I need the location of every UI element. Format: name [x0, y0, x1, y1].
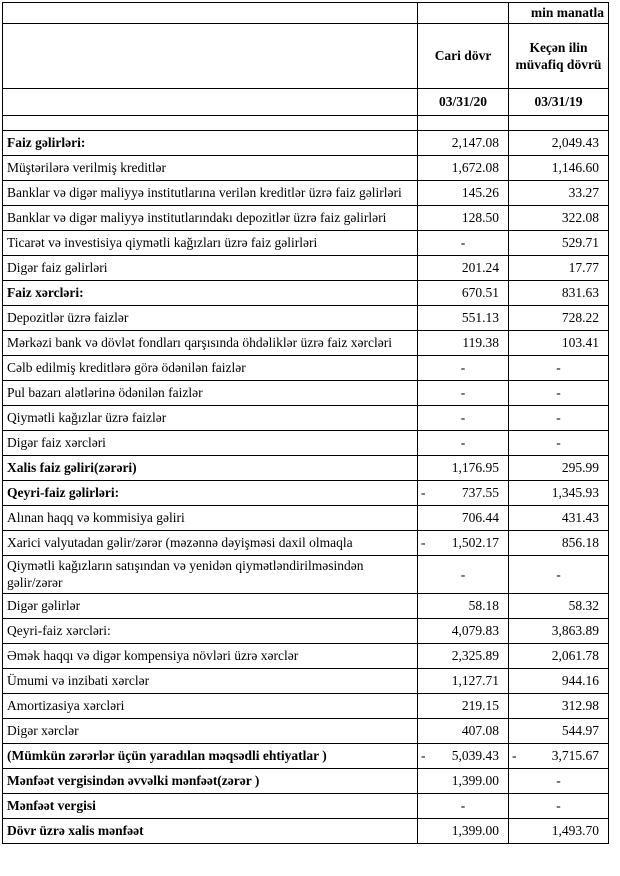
table-row [3, 331, 609, 356]
row-label: Banklar və digər maliyyə institutlarındakı depozitlər üzrə faiz gəlirləri [3, 206, 418, 231]
value-cell-previous: 1,146.60 [509, 156, 609, 181]
table-row [3, 531, 609, 556]
value-cell-previous: 312.98 [509, 693, 609, 718]
value-cell-current: - [418, 381, 509, 406]
value-cell-previous: - [509, 556, 609, 594]
table-row [3, 356, 609, 381]
table-row [3, 156, 609, 181]
table-row [3, 793, 609, 818]
value-cell-previous: 2,061.78 [509, 643, 609, 668]
table-row [3, 718, 609, 743]
table-row [3, 618, 609, 643]
value-cell-previous: 1,493.70 [509, 818, 609, 843]
value-cell-current: 1,399.00 [418, 768, 509, 793]
value-cell-current: 706.44 [418, 506, 509, 531]
row-label: Mərkəzi bank və dövlət fondları qarşısında öhdəliklər üzrə faiz xərcləri [3, 331, 418, 356]
row-label: Ticarət və investisiya qiymətli kağızları üzrə faiz gəlirləri [3, 231, 418, 256]
table-row [3, 743, 609, 768]
row-label: Digər faiz gəlirləri [3, 256, 418, 281]
value-cell-current: - 1,502.17 [418, 531, 509, 556]
value-cell-current: 119.38 [418, 331, 509, 356]
table-row [3, 181, 609, 206]
negative-sign: - [421, 747, 426, 763]
value-cell-previous: - 3,715.67 [509, 743, 609, 768]
value-cell-previous: - [509, 381, 609, 406]
column-date-previous: 03/31/19 [509, 89, 609, 116]
row-label: Əmək haqqı və digər kompensiya növləri üzrə xərclər [3, 643, 418, 668]
value-cell-previous: - [509, 793, 609, 818]
value-cell-current: - [418, 356, 509, 381]
table-row [3, 456, 609, 481]
row-label: Qeyri-faiz xərcləri: [3, 618, 418, 643]
row-label: Mənfəət vergisi [3, 793, 418, 818]
value-cell-current: 58.18 [418, 593, 509, 618]
value-cell-current: 4,079.83 [418, 618, 509, 643]
value-cell-previous: 529.71 [509, 231, 609, 256]
empty-cell [3, 3, 418, 24]
row-label: Cəlb edilmiş kreditlərə görə ödənilən faizlər [3, 356, 418, 381]
value-cell-previous: - [509, 356, 609, 381]
value-cell-current: 2,325.89 [418, 643, 509, 668]
row-label: Faiz gəlirləri: [3, 131, 418, 156]
period-header-row [3, 24, 609, 89]
row-label: Amortizasiya xərcləri [3, 693, 418, 718]
row-label: Müştərilərə verilmiş kreditlər [3, 156, 418, 181]
value-cell-previous: 728.22 [509, 306, 609, 331]
value-cell-previous: 431.43 [509, 506, 609, 531]
table-row [3, 593, 609, 618]
value-cell-previous: 856.18 [509, 531, 609, 556]
table-row [3, 306, 609, 331]
row-label: Depozitlər üzrə faizlər [3, 306, 418, 331]
row-label: Faiz xərcləri: [3, 281, 418, 306]
value-cell-previous: 322.08 [509, 206, 609, 231]
value-cell-current: - [418, 406, 509, 431]
table-row [3, 768, 609, 793]
value-cell-current: - 737.55 [418, 481, 509, 506]
value-cell-current: 1,127.71 [418, 668, 509, 693]
table-row [3, 481, 609, 506]
row-label: Digər faiz xərcləri [3, 431, 418, 456]
value-cell-current: 1,176.95 [418, 456, 509, 481]
empty-cell [3, 24, 418, 89]
table-row [3, 206, 609, 231]
value-cell-current: - 5,039.43 [418, 743, 509, 768]
row-label: Xalis faiz gəliri(zərəri) [3, 456, 418, 481]
value-cell-previous: 831.63 [509, 281, 609, 306]
table-row [3, 131, 609, 156]
table-body [3, 131, 609, 844]
value-cell-previous: - [509, 406, 609, 431]
row-label: Alınan haqq və kommisiya gəliri [3, 506, 418, 531]
row-label: Digər xərclər [3, 718, 418, 743]
value-cell-current: 128.50 [418, 206, 509, 231]
value-cell-previous: 544.97 [509, 718, 609, 743]
row-label: Qeyri-faiz gəlirləri: [3, 481, 418, 506]
negative-sign: - [421, 535, 426, 551]
empty-cell [3, 89, 418, 116]
column-header-previous-period: Keçən ilin müvafiq dövrü [509, 24, 609, 89]
row-label: Digər gəlirlər [3, 593, 418, 618]
value-cell-previous: 944.16 [509, 668, 609, 693]
spacer-row [3, 116, 609, 131]
value-cell-previous: 3,863.89 [509, 618, 609, 643]
table-row [3, 381, 609, 406]
empty-cell [3, 116, 418, 131]
empty-cell [509, 116, 609, 131]
table-row [3, 556, 609, 594]
empty-cell [418, 116, 509, 131]
row-label: Banklar və digər maliyyə institutlarına verilən kreditlər üzrə faiz gəlirləri [3, 181, 418, 206]
value-cell-previous: - [509, 431, 609, 456]
row-label: Xarici valyutadan gəlir/zərər (məzənnə dəyişməsi daxil olmaqla [3, 531, 418, 556]
table-row [3, 668, 609, 693]
value-cell-current: 1,399.00 [418, 818, 509, 843]
table-row [3, 693, 609, 718]
value-cell-previous: - [509, 768, 609, 793]
negative-sign: - [512, 747, 517, 763]
row-label: Qiymətli kağızların satışından və yenidən qiymətləndirilməsindən gəlir/zərər [3, 556, 418, 594]
column-date-current: 03/31/20 [418, 89, 509, 116]
row-label: Dövr üzrə xalis mənfəət [3, 818, 418, 843]
table-row [3, 643, 609, 668]
row-label: Mənfəət vergisindən əvvəlki mənfəət(zərər ) [3, 768, 418, 793]
value-cell-previous: 103.41 [509, 331, 609, 356]
value-cell-current: - [418, 556, 509, 594]
value-cell-current: 1,672.08 [418, 156, 509, 181]
table-row [3, 256, 609, 281]
table-row [3, 231, 609, 256]
value-cell-current: - [418, 431, 509, 456]
value-cell-current: 145.26 [418, 181, 509, 206]
empty-cell [418, 3, 509, 24]
value-cell-current: 219.15 [418, 693, 509, 718]
value-cell-current: 670.51 [418, 281, 509, 306]
date-header-row [3, 89, 609, 116]
unit-label: min manatla [509, 3, 609, 24]
value-cell-previous: 1,345.93 [509, 481, 609, 506]
table-row [3, 818, 609, 843]
value-cell-previous: 295.99 [509, 456, 609, 481]
value-cell-previous: 2,049.43 [509, 131, 609, 156]
table-row [3, 406, 609, 431]
table-row [3, 281, 609, 306]
table-row [3, 431, 609, 456]
value-cell-current: - [418, 793, 509, 818]
column-header-current-period: Cari dövr [418, 24, 509, 89]
value-cell-previous: 58.32 [509, 593, 609, 618]
value-cell-current: 2,147.08 [418, 131, 509, 156]
table-row [3, 506, 609, 531]
income-statement-table [2, 2, 609, 844]
value-cell-current: 551.13 [418, 306, 509, 331]
unit-row [3, 3, 609, 24]
value-cell-current: 201.24 [418, 256, 509, 281]
row-label: Pul bazarı alətlərinə ödənilən faizlər [3, 381, 418, 406]
value-cell-current: 407.08 [418, 718, 509, 743]
value-cell-previous: 33.27 [509, 181, 609, 206]
value-cell-current: - [418, 231, 509, 256]
value-cell-previous: 17.77 [509, 256, 609, 281]
row-label: (Mümkün zərərlər üçün yaradılan məqsədli ehtiyatlar ) [3, 743, 418, 768]
row-label: Ümumi və inzibati xərclər [3, 668, 418, 693]
negative-sign: - [421, 485, 426, 501]
row-label: Qiymətli kağızlar üzrə faizlər [3, 406, 418, 431]
